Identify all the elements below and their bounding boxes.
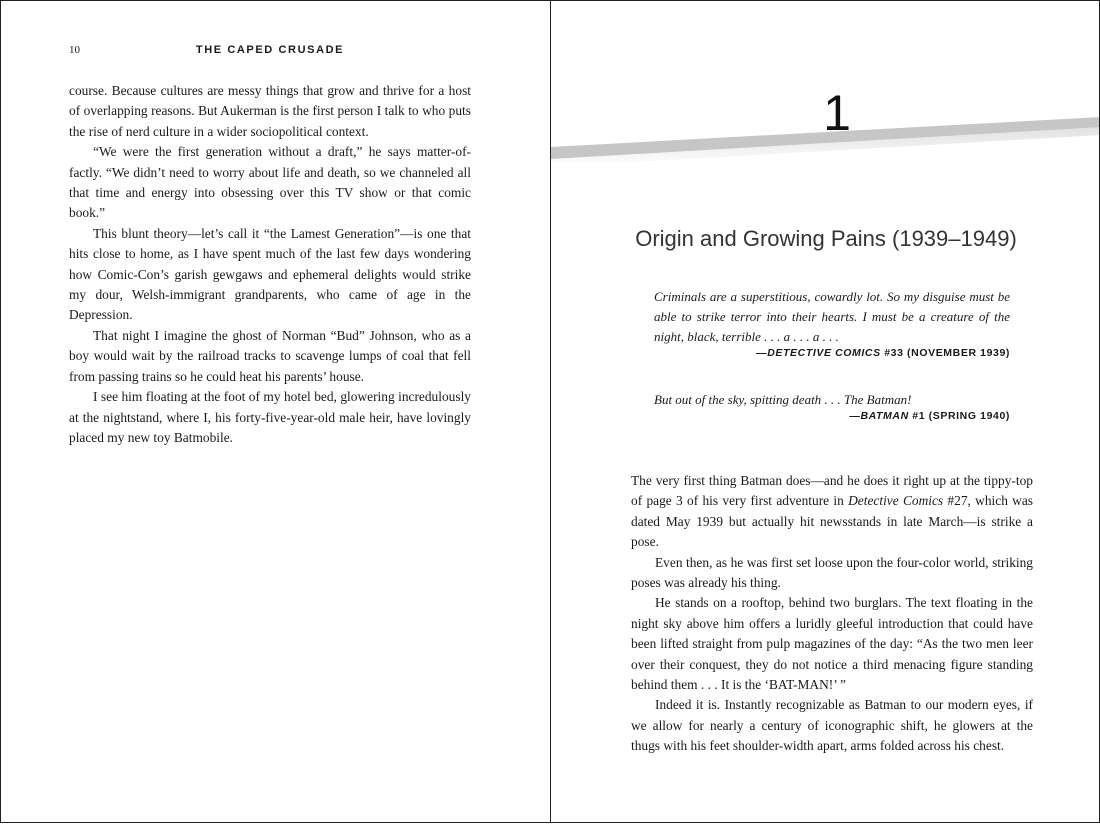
epigraph [654,390,1010,422]
chapter-number: 1 [823,85,851,141]
epigraph-text: Criminals are a superstitious, cowardly lot. So my disguise must be able to strike terror into their hearts. I must be a creature of the night, black, terrible . . . a . . . a . . . [654,289,1010,344]
paragraph: course. Because cultures are messy things that grow and thrive for a host of overlapping reasons. But Aukerman is the first person I talk to who puts the rise of nerd culture in a wider sociopolitical context. [69,83,471,139]
book-title: THE CAPED CRUSADE [195,44,345,56]
source-dash: — [849,410,861,422]
epigraph-source [654,347,1010,359]
source-detail: #1 (SPRING 1940) [908,410,1010,422]
right-body-text [631,471,1033,757]
epigraph [654,287,1010,359]
paragraph: I see him floating at the foot of my hotel bed, glowering incredulously at the nightstand, where I, his forty-five-year-old male heir, have lovingly placed my new toy Batmobile. [69,389,471,445]
paragraph: Even then, as he was first set loose upon the four-color world, striking poses was already his thing. [631,554,1033,591]
source-dash: — [756,347,768,359]
paragraph: That night I imagine the ghost of Norman “Bud” Johnson, who as a boy would wait by the railroad tracks to scavenge lumps of coal that fell from passing trains so he could heat his parents’ house. [69,327,471,384]
chapter-title: Origin and Growing Pains (1939–1949) [635,226,1017,251]
epigraph-source [654,410,1010,422]
text-run: The very first thing Batman does—and he does it right up at the tippy-top of page 3 of his very first adventure in [631,473,1033,509]
source-detail: #33 (NOVEMBER 1939) [880,347,1010,359]
right-page [550,0,1100,823]
page-number: 10 [69,44,80,56]
text-run: #27, which was dated May 1939 but actually hit newsstands in late March—is strike a pose. [631,493,1034,550]
paragraph: This blunt theory—let’s call it “the Lamest Generation”—is one that hits close to home, as I have spent much of the last few days wondering how Comic-Con’s garish gewgaws and ephemeral delights would strike my dour, Welsh-immigrant grandparents, who came of age in the Depression. [69,225,471,323]
source-title: DETECTIVE COMICS [767,347,881,359]
paragraph [631,471,1033,553]
left-body-text [69,81,471,448]
source-title: BATMAN [860,410,909,422]
left-page [0,0,551,823]
epigraph-text: But out of the sky, spitting death . . . The Batman! [654,392,912,407]
paragraph: “We were the first generation without a draft,” he says matter-of-factly. “We didn’t need to worry about life and death, so we channeled all that time and energy into obsessing over this TV show or that comic book.” [69,144,471,221]
paragraph: Indeed it is. Instantly recognizable as Batman to our modern eyes, if we allow for nearly a century of iconographic shift, he glowers at the thugs with his feet shoulder-width apart, arms folded across his chest. [631,697,1033,754]
running-head [69,44,471,60]
italic-title: Detective Comics [848,493,944,509]
paragraph: He stands on a rooftop, behind two burglars. The text floating in the night sky above him offers a luridly gleeful introduction that could have been lifted straight from pulp magazines of the day: “As the two men leer over their conquest, they do not notice a third menacing figure standing behind them . . . It is the ‘BAT-MAN!’ ” [631,595,1033,693]
